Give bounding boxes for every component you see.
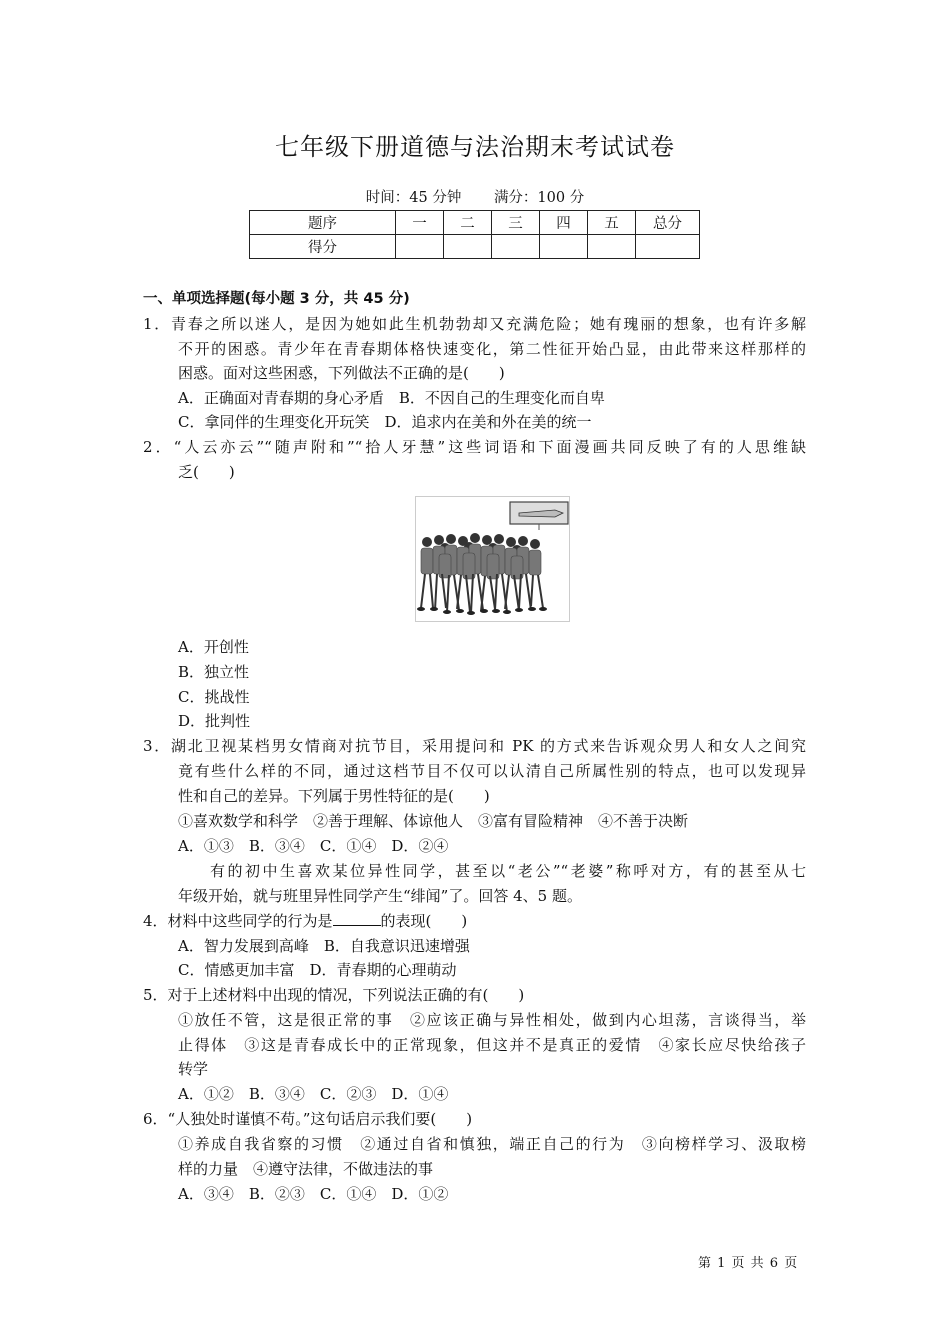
- score-cell[interactable]: [636, 235, 700, 259]
- exam-full-score: 满分：100 分: [493, 190, 585, 206]
- q4-line: [143, 909, 467, 934]
- q1-line: 不开的困惑。青少年在青春期体格快速变化，第二性征开始凸显，由此带来这样那样的: [178, 340, 806, 358]
- q2-option: A．开创性: [178, 638, 249, 656]
- q2-option: D．批判性: [178, 712, 251, 730]
- score-cell[interactable]: [444, 235, 492, 259]
- q1-line: 困惑。面对这些困惑，下列做法不正确的是( ): [178, 364, 505, 382]
- q2-line: 乏( ): [178, 463, 235, 481]
- exam-title: 七年级下册道德与法治期末考试试卷: [275, 133, 675, 161]
- q5-line: 5．对于上述材料中出现的情况，下列说法正确的有( ): [143, 986, 525, 1004]
- material-line: 有的初中生喜欢某位异性同学，甚至以“老公”“老婆”称呼对方，有的甚至从七: [210, 862, 806, 880]
- q4-blank[interactable]: [333, 911, 381, 926]
- q3-line: 3．湖北卫视某档男女情商对抗节目，采用提问和 PK 的方式来告诉观众男人和女人之间究: [143, 737, 806, 755]
- q3-line: 性和自己的差异。下列属于男性特征的是( ): [178, 787, 490, 805]
- page-number: 第 1 页 共 6 页: [698, 1256, 799, 1271]
- score-table: [249, 210, 700, 259]
- q5-options: A．①② B．③④ C．②③ D．①④: [178, 1085, 449, 1103]
- score-table-score-row: [250, 235, 700, 259]
- q5-line: ①放任不管，这是很正常的事 ②应该正确与异性相处，做到内心坦荡，言谈得当，举: [178, 1011, 806, 1029]
- score-cell[interactable]: [588, 235, 636, 259]
- score-header-cell: 四: [540, 211, 588, 235]
- q4-option: C．情感更加丰富 D．青春期的心理萌动: [178, 961, 457, 979]
- score-cell[interactable]: [492, 235, 540, 259]
- score-header-cell: 总分: [636, 211, 700, 235]
- score-cell[interactable]: [540, 235, 588, 259]
- score-header-cell: 五: [588, 211, 636, 235]
- q2-line: 2．“人云亦云”“随声附和”“拾人牙慧”这些词语和下面漫画共同反映了有的人思维缺: [143, 438, 806, 456]
- q6-line: 样的力量 ④遵守法律，不做违法的事: [178, 1160, 434, 1178]
- q2-option: B．独立性: [178, 663, 250, 681]
- score-table-header-row: [250, 211, 700, 235]
- q4-option: A．智力发展到高峰 B．自我意识迅速增强: [178, 937, 470, 955]
- q5-line: 止得体 ③这是青春成长中的正常现象，但这并不是真正的爱情 ④家长应尽快给孩子: [178, 1036, 806, 1054]
- q6-line: ①养成自我省察的习惯 ②通过自省和慎独，端正自己的行为 ③向榜样学习、汲取榜: [178, 1135, 806, 1153]
- score-header-cell: 一: [396, 211, 444, 235]
- q5-line: 转学: [178, 1060, 209, 1078]
- q1-option: C．拿同伴的生理变化开玩笑 D．追求内在美和外在美的统一: [178, 413, 592, 431]
- q3-statements: ①喜欢数学和科学 ②善于理解、体谅他人 ③富有冒险精神 ④不善于决断: [178, 812, 689, 830]
- q6-options: A．③④ B．②③ C．①④ D．①②: [178, 1185, 449, 1203]
- q6-line: 6．“人独处时谨慎不苟。”这句话启示我们要( ): [143, 1110, 473, 1128]
- q3-line: 竟有些什么样的不同，通过这档节目不仅可以认清自己所属性别的特点，也可以发现异: [178, 762, 806, 780]
- exam-time: 时间：45 分钟: [365, 190, 462, 206]
- section-heading: 一、单项选择题(每小题 3 分，共 45 分): [143, 291, 410, 307]
- q2-option: C．挑战性: [178, 688, 250, 706]
- q4-text-post: 的表现( ): [380, 912, 468, 930]
- score-row-label: 得分: [250, 235, 396, 259]
- score-header-cell: 二: [444, 211, 492, 235]
- q1-option: A．正确面对青春期的身心矛盾 B．不因自己的生理变化而自卑: [178, 389, 605, 407]
- q1-line: 1．青春之所以迷人，是因为她如此生机勃勃却又充满危险；她有瑰丽的想象，也有许多解: [143, 315, 806, 333]
- q4-text-pre: 4．材料中这些同学的行为是: [143, 912, 333, 930]
- material-line: 年级开始，就与班里异性同学产生“绯闻”了。回答 4、5 题。: [178, 887, 582, 905]
- score-header-cell: 三: [492, 211, 540, 235]
- exam-meta: [0, 186, 950, 207]
- score-header-cell: 题序: [250, 211, 396, 235]
- score-cell[interactable]: [396, 235, 444, 259]
- crowd-following-sign-cartoon: [415, 496, 570, 622]
- q3-options: A．①③ B．③④ C．①④ D．②④: [178, 837, 449, 855]
